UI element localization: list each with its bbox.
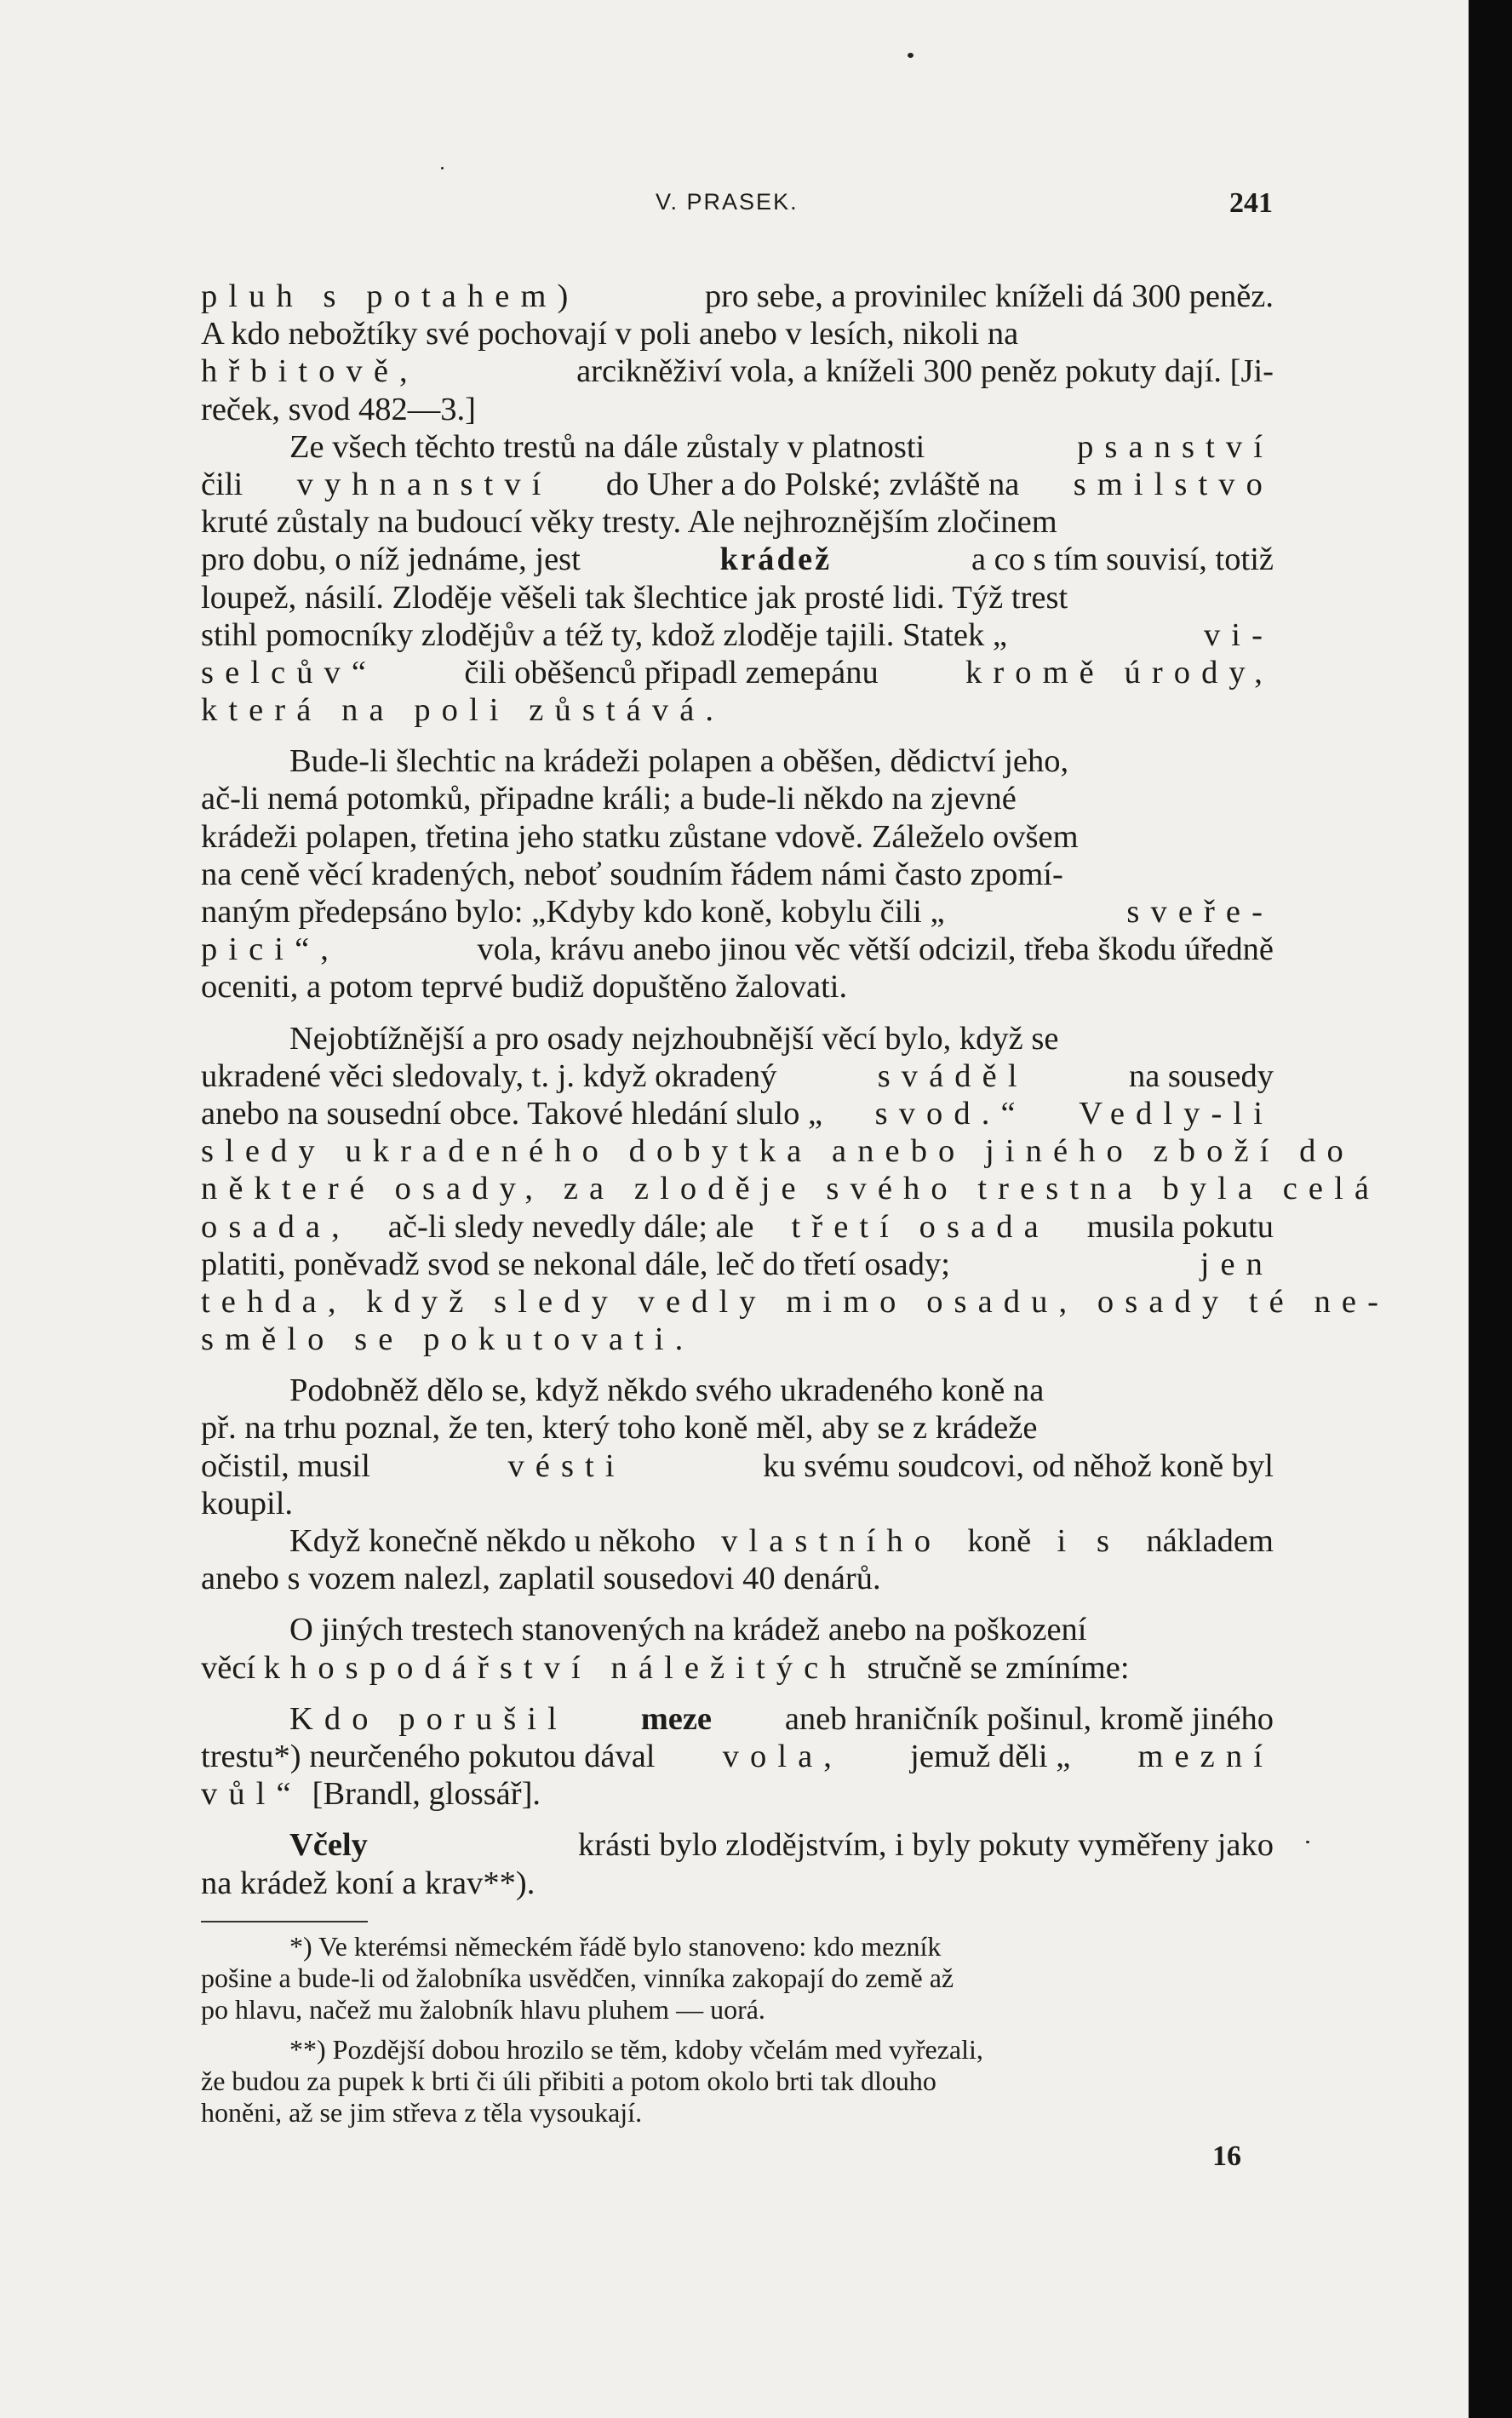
text-line: čili vyhnanství do Uher a do Polské; zvláště na smilstvo (201, 466, 1274, 502)
text-line: loupež, násilí. Zloděje věšeli tak šlechtice jak prosté lidi. Týž trest (201, 579, 1068, 616)
footnote-line: **) Pozdější dobou hrozilo se těm, kdoby včelám med vyřezali, (289, 2034, 983, 2065)
text-line: věcí k hospodářství náležitých stručně se zmíníme: (201, 1649, 1130, 1686)
running-header-author: V. PRASEK. (656, 189, 799, 215)
text-line: ukradené věci sledovaly, t. j. když okradený sváděl na sousedy (201, 1057, 1274, 1094)
text-line: kruté zůstaly na budoucí věky tresty. Ale nejhroznějším zločinem (201, 504, 1057, 541)
text-line: ač-li nemá potomků, připadne králi; a bude-li někdo na zjevné (201, 781, 1017, 817)
text-line: oceniti, a potom teprvé budiž dopuštěno žalovati. (201, 969, 848, 1006)
text-line: krádeži polapen, třetina jeho statku zůstane vdově. Záleželo ovšem (201, 818, 1079, 855)
text-line: vůl“ [Brandl, glossář]. (201, 1776, 541, 1813)
text-line: tehda, když sledy vedly mimo osadu, osady té ne- (201, 1283, 1390, 1320)
text-line: na krádež koní a krav**). (201, 1865, 536, 1901)
signature-mark: 16 (1212, 2140, 1241, 2172)
text-line: anebo s vozem nalezl, zaplatil sousedovi 40 denárů. (201, 1561, 881, 1597)
text-line: naným předepsáno bylo: „Kdyby kdo koně, kobylu čili „ sveře- (201, 894, 1274, 930)
text-line: očistil, musil vésti ku svému soudcovi, od něhož koně byl (201, 1447, 1274, 1484)
footnote-line: po hlavu, načež mu žalobník hlavu pluhem — uorá. (201, 1994, 765, 2025)
footnote-line: honěni, až se jim střeva z těla vysoukají. (201, 2097, 643, 2128)
text-line: Včely krásti bylo zlodějstvím, i byly pokuty vyměřeny jako (289, 1827, 1274, 1864)
text-line: pici“, vola, krávu anebo jinou věc větší odcizil, třeba škodu úředně (201, 931, 1274, 968)
text-line: Když konečně někdo u někoho vlastního koně i s nákladem (289, 1523, 1274, 1559)
text-line: hřbitově, arcikněživí vola, a kníželi 300 peněz pokuty dají. [Ji- (201, 353, 1274, 390)
text-line: př. na trhu poznal, že ten, který toho koně měl, aby se z krádeže (201, 1410, 1038, 1447)
footnote-line: pošine a bude-li od žalobníka usvědčen, vinníka zakopají do země až (201, 1962, 954, 1993)
text-line: Bude-li šlechtic na krádeži polapen a oběšen, dědictví jeho, (289, 743, 1069, 780)
text-line: Ze všech těchto trestů na dále zůstaly v platnosti psanství (289, 428, 1274, 465)
ink-speck (441, 167, 444, 169)
text-line: na ceně věcí kradených, neboť soudním řádem námi často zpomí- (201, 856, 1063, 892)
text-line: reček, svod 482—3.] (201, 391, 476, 427)
footnotes (201, 1931, 1274, 2129)
text-line: platiti, poněvadž svod se nekonal dále, leč do třetí osady; jen (201, 1246, 1274, 1282)
text-line: Podobněž dělo se, když někdo svého ukradeného koně na (289, 1372, 1045, 1409)
text-line: selcův“ čili oběšenců připadl zemepánu kromě úrody, (201, 654, 1274, 690)
footnote-line: *) Ve kterémsi německém řádě bylo stanoveno: kdo mezník (289, 1931, 942, 1962)
ink-speck (1306, 1841, 1309, 1843)
text-line: A kdo nebožtíky své pochovají v poli anebo v lesích, nikoli na (201, 316, 1019, 352)
footnote-rule (201, 1921, 368, 1922)
text-line: sledy ukradeného dobytka anebo jiného zboží do (201, 1133, 1354, 1170)
text-line: některé osady, za zloděje svého trestna byla celá (201, 1171, 1381, 1207)
main-text (201, 278, 1390, 1902)
text-line: anebo na sousední obce. Takové hledání slulo „ svod.“ Vedly-li (201, 1095, 1274, 1132)
page-number: 241 (1229, 187, 1273, 219)
text-line: pluh s potahem) pro sebe, a provinilec kníželi dá 300 peněz. (201, 278, 1274, 314)
text-line: osada, ač-li sledy nevedly dále; ale třetí osada musila pokutu (201, 1208, 1274, 1245)
text-line: stihl pomocníky zlodějův a též ty, kdož zloděje tajili. Statek „ vi- (201, 616, 1274, 653)
text-line: trestu*) neurčeného pokutou dával vola, jemuž děli „ mezní (201, 1738, 1274, 1774)
text-line: Nejobtížnější a pro osady nejzhoubnější věcí bylo, když se (289, 1020, 1059, 1057)
text-line: koupil. (201, 1485, 294, 1521)
text-line: O jiných trestech stanovených na krádež anebo na poškození (289, 1612, 1087, 1648)
ink-speck (908, 53, 914, 58)
text-line: která na poli zůstává. (201, 692, 725, 729)
text-line: smělo se pokutovati. (201, 1321, 695, 1358)
text-line: pro dobu, o níž jednáme, jest krádež a co s tím souvisí, totiž (201, 541, 1274, 578)
scan-edge (1469, 0, 1512, 2418)
text-line: Kdo porušil meze aneb hraničník pošinul, kromě jiného (289, 1700, 1274, 1737)
footnote-line: že budou za pupek k brti či úli přibiti a potom okolo brti tak dlouho (201, 2066, 936, 2096)
